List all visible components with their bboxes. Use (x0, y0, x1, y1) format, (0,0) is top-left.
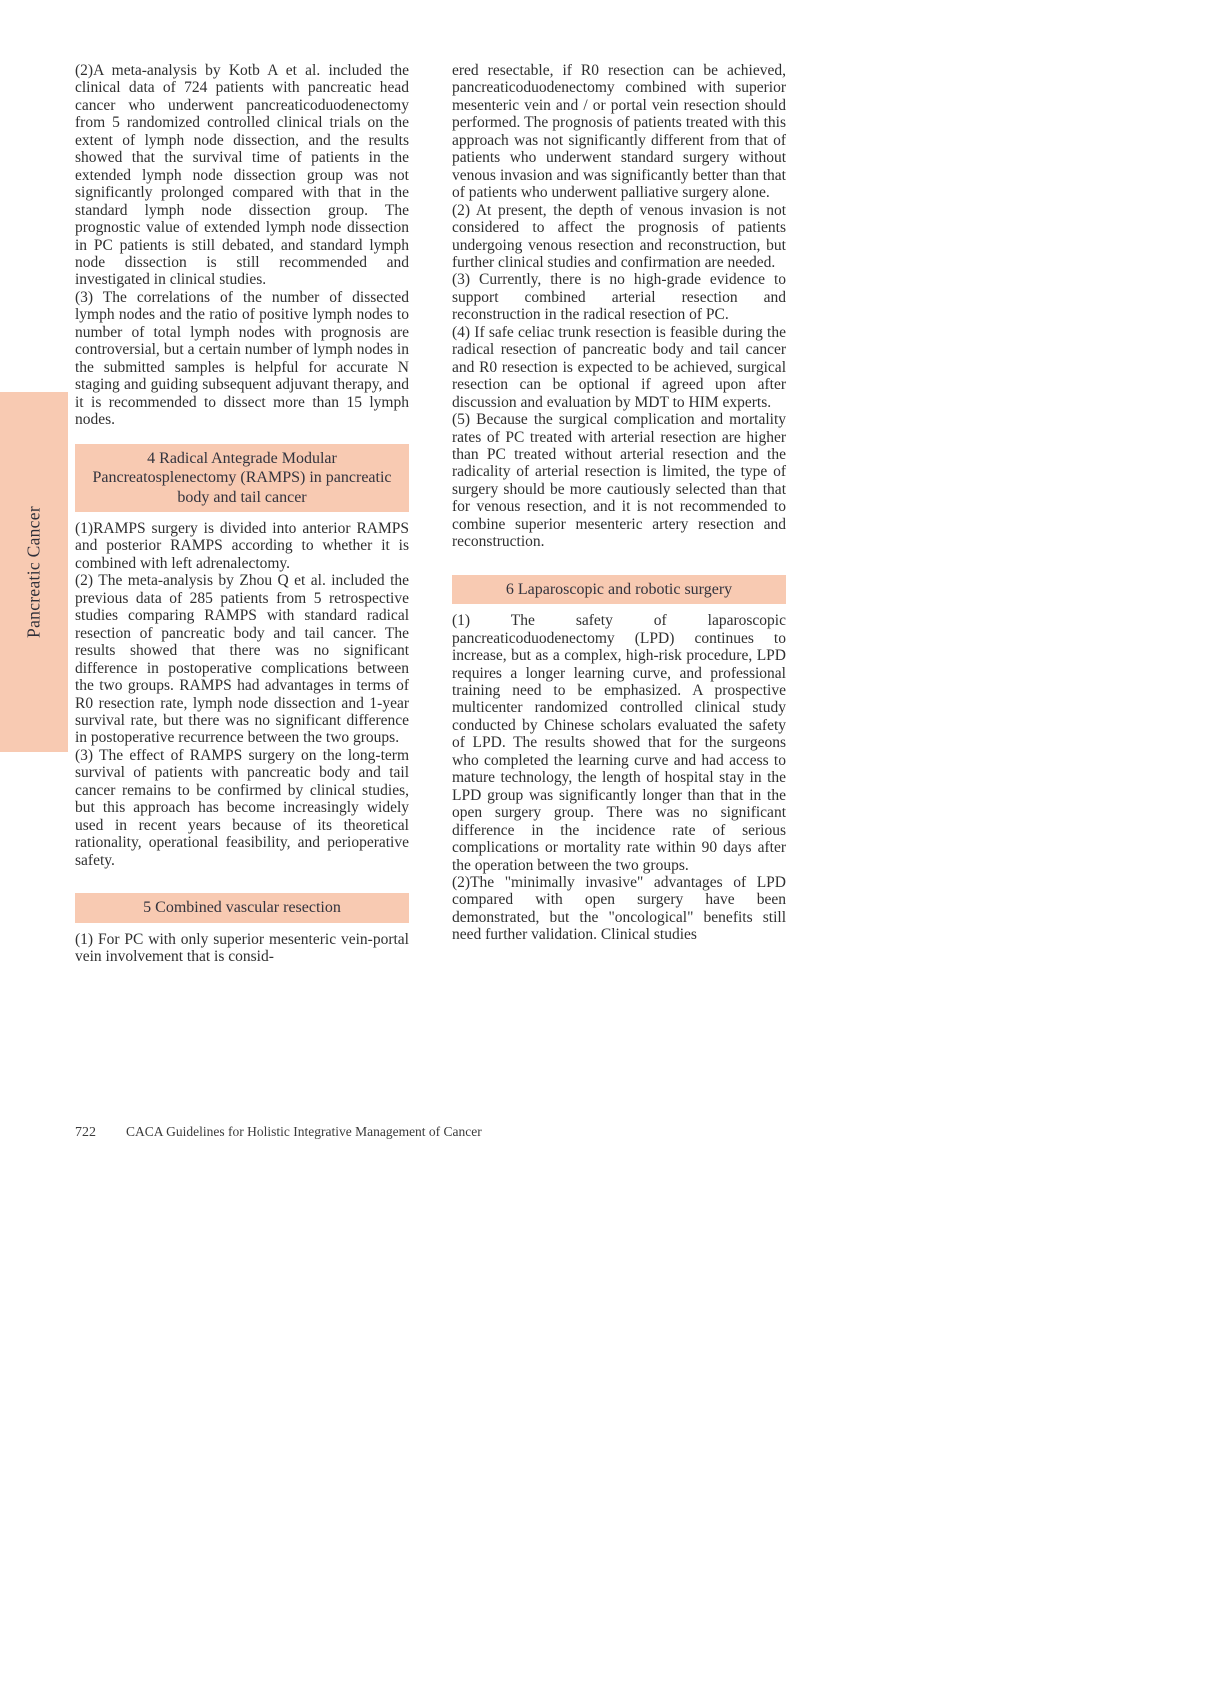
left-column (75, 62, 409, 965)
right-column (452, 62, 786, 944)
chapter-tab-label: Pancreatic Cancer (23, 506, 44, 638)
page-number: 722 (75, 1125, 96, 1140)
running-title: CACA Guidelines for Holistic Integrative Management of Cancer (126, 1124, 482, 1139)
paragraph: (4) If safe celiac trunk resection is feasible during the radical resection of pancreatic body and tail cancer and R0 resection is expected to be achieved, surgical resection can be optional if agreed upon after discussion and evaluation by MDT to HIM experts. (452, 323, 786, 411)
paragraph: (5) Because the surgical complication and mortality rates of PC treated with arterial resection are higher than PC treated without arterial resection and the radicality of arterial resection is limited, the type of surgery should be more cautiously selected than that for venous resection, and it is not recommended to combine superior mesenteric artery resection and reconstruction. (452, 411, 786, 551)
chapter-edge-tab (0, 392, 68, 752)
paragraph: (1) The safety of laparoscopic pancreaticoduodenectomy (LPD) continues to increase, but as a complex, high-risk procedure, LPD requires a longer learning curve, and professional training need to be emphasized. A prospective multicenter randomized controlled clinical study conducted by Chinese scholars evaluated the safety of LPD. The results showed that for the surgeons who completed the learning curve and had access to mature technology, the length of hospital stay in the LPD group was significantly longer than that in the open surgery group. There was no significant difference in the incidence rate of serious complications or mortality rate within 90 days after the operation between the two groups. (452, 612, 786, 874)
paragraph: (3) Currently, there is no high-grade evidence to support combined arterial resection and reconstruction in the radical resection of PC. (452, 271, 786, 324)
paragraph: (3) The correlations of the number of dissected lymph nodes and the ratio of positive lymph nodes to number of total lymph nodes with prognosis are controversial, but a certain number of lymph nodes in the submitted samples is helpful for accurate N staging and guiding subsequent adjuvant therapy, and it is recommended to dissect more than 15 lymph nodes. (75, 288, 409, 429)
paragraph: (1) For PC with only superior mesenteric vein-portal vein involvement that is consid- (75, 930, 409, 966)
paragraph: ered resectable, if R0 resection can be achieved, pancreaticoduodenectomy combined with superior mesenteric vein and / or portal vein resection should performed. The prognosis of patients treated with this approach was not significantly different from that of patients who underwent standard surgery without venous invasion and was significantly better than that of patients who underwent palliative surgery alone. (452, 62, 786, 202)
paragraph: (2)The "minimally invasive" advantages of LPD compared with open surgery have been demonstrated, but the "oncological" benefits still need further validation. Clinical studies (452, 873, 786, 944)
paragraph: (2) At present, the depth of venous invasion is not considered to affect the prognosis of patients undergoing venous resection and reconstruction, but further clinical studies and confirmation are needed. (452, 201, 786, 271)
paragraph: (3) The effect of RAMPS surgery on the long-term survival of patients with pancreatic body and tail cancer remains to be confirmed by clinical studies, but this approach has become increasingly widely used in recent years because of its theoretical rationality, operational feasibility, and perioperative safety. (75, 746, 409, 869)
section-heading-laparoscopic-robotic-surgery: 6 Laparoscopic and robotic surgery (452, 575, 786, 605)
paragraph: (1)RAMPS surgery is divided into anterior RAMPS and posterior RAMPS according to whether it is combined with left adrenalectomy. (75, 520, 409, 572)
paragraph: (2) The meta-analysis by Zhou Q et al. included the previous data of 285 patients from 5 retrospective studies comparing RAMPS with standard radical resection of pancreatic body and tail cancer. The results showed that there was no significant difference in postoperative complications between the two groups. RAMPS had advantages in terms of R0 resection rate, lymph node dissection and 1-year survival rate, but there was no significant difference in postoperative recurrence between the two groups. (75, 572, 409, 747)
page-footer (75, 1124, 482, 1141)
paragraph: (2)A meta-analysis by Kotb A et al. included the clinical data of 724 patients with pancreatic head cancer who underwent pancreaticoduodenectomy from 5 randomized controlled clinical trials on the extent of lymph node dissection, and the results showed that the survival time of patients in the extended lymph node dissection group was not significantly prolonged compared with that in the standard lymph node dissection group. The prognostic value of extended lymph node dissection in PC patients is still debated, and standard lymph node dissection is still recommended and investigated in clinical studies. (75, 62, 409, 289)
section-heading-combined-vascular-resection: 5 Combined vascular resection (75, 893, 409, 923)
section-heading-ramps: 4 Radical Antegrade Modular Pancreatosplenectomy (RAMPS) in pancreatic body and tail cancer (75, 444, 409, 513)
